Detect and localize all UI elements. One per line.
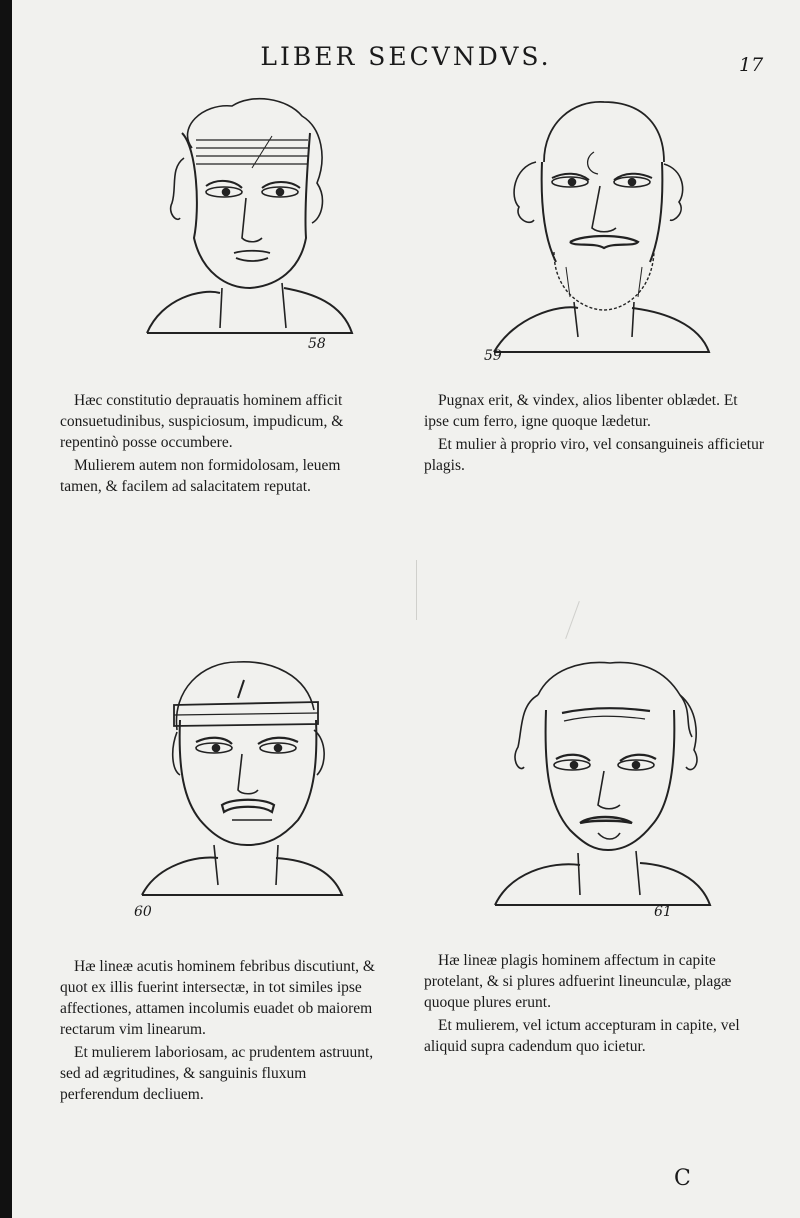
paper-crease [565, 601, 580, 639]
caption-paragraph: Pugnax erit, & vindex, alios libenter oblædet. Et ipse cum ferro, igne quoque lædetur. [424, 392, 738, 430]
caption-61 [424, 950, 762, 1059]
caption-paragraph: Et mulierem laboriosam, ac prudentem astruunt, sed ad ægritudines, & sanguinis fluxum perferendum decliuem. [60, 1044, 374, 1103]
caption-paragraph: Hæ lineæ plagis hominem affectum in capite protelant, & si plures adfuerint lineunculæ, plagæ quoque plures erunt. [424, 952, 732, 1011]
face-drawing-60 [122, 650, 382, 930]
figure-number: 59 [484, 348, 502, 364]
signature-mark: C [674, 1166, 691, 1191]
caption-60 [60, 956, 385, 1107]
caption-paragraph: Et mulier à proprio viro, vel consanguineis afficietur plagis. [424, 436, 764, 474]
face-drawing-58 [122, 88, 382, 368]
face-drawing-61 [480, 655, 740, 935]
paper-crease [416, 560, 417, 620]
portrait-61 [480, 655, 740, 935]
face-drawing-59 [474, 92, 734, 372]
figure-number: 61 [654, 904, 672, 920]
caption-paragraph: Mulierem autem non formidolosam, leuem tamen, & facilem ad salacitatem reputat. [60, 457, 341, 495]
portrait-59 [474, 92, 734, 372]
figure-number: 60 [134, 904, 152, 920]
caption-paragraph: Hæ lineæ acutis hominem febribus discutiunt, & quot ex illis fuerint intersectæ, in tot similes ipse affectiones, attamen incolumis euadet ob maiorem rectarum vim linearum. [60, 958, 375, 1038]
book-page [12, 0, 800, 1218]
caption-paragraph: Hæc constitutio deprauatis hominem afficit consuetudinibus, suspiciosum, impudicum, & repentinò posse occumbere. [60, 392, 344, 451]
page-number: 17 [739, 54, 764, 76]
figure-number: 58 [308, 336, 326, 352]
caption-59 [424, 390, 764, 478]
running-title: LIBER SECVNDVS. [260, 42, 552, 71]
portrait-60 [122, 650, 382, 930]
caption-paragraph: Et mulierem, vel ictum accepturam in capite, vel aliquid supra cadendum quo icietur. [424, 1017, 740, 1055]
portrait-58 [122, 88, 382, 368]
caption-58 [60, 390, 365, 499]
